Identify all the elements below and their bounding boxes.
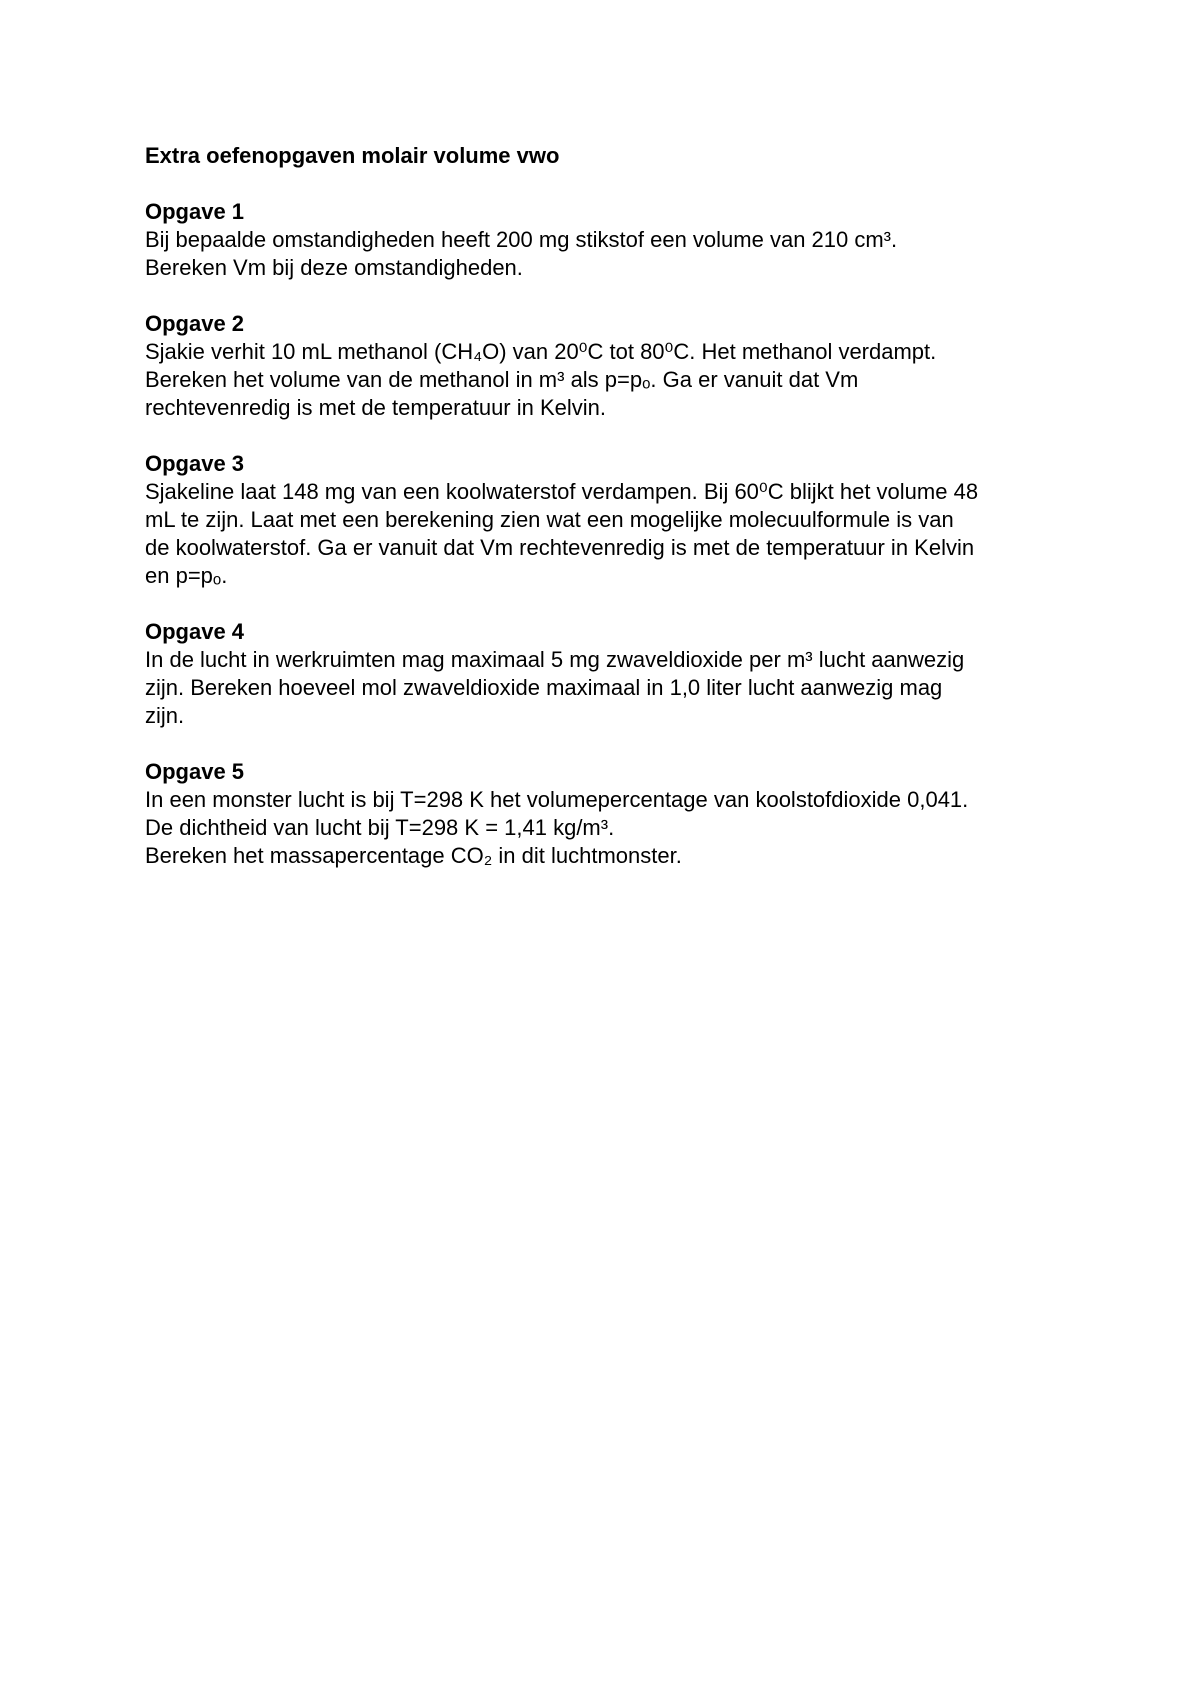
exercise-text-line: Bij bepaalde omstandigheden heeft 200 mg stikstof een volume van 210 cm³.: [145, 227, 898, 252]
exercise-2: [145, 310, 1075, 422]
exercise-1: [145, 198, 1075, 282]
document-page: [145, 142, 1075, 898]
exercise-text-line: Sjakie verhit 10 mL methanol (CH₄O) van 20⁰C tot 80⁰C. Het methanol verdampt.: [145, 339, 937, 364]
exercise-3: [145, 450, 1075, 590]
exercise-text-line: zijn. Bereken hoeveel mol zwaveldioxide maximaal in 1,0 liter lucht aanwezig mag: [145, 675, 943, 700]
exercise-heading: Opgave 3: [145, 451, 245, 476]
exercise-text-line: In een monster lucht is bij T=298 K het volumepercentage van koolstofdioxide 0,041.: [145, 787, 969, 812]
exercise-text-line: De dichtheid van lucht bij T=298 K = 1,41 kg/m³.: [145, 815, 615, 840]
exercise-text-line: mL te zijn. Laat met een berekening zien wat een mogelijke molecuulformule is van: [145, 507, 954, 532]
exercise-5: [145, 758, 1075, 870]
exercise-4: [145, 618, 1075, 730]
exercise-heading: Opgave 1: [145, 199, 245, 224]
exercise-text-line: Sjakeline laat 148 mg van een koolwaterstof verdampen. Bij 60⁰C blijkt het volume 48: [145, 479, 979, 504]
exercise-text-line: Bereken Vm bij deze omstandigheden.: [145, 255, 523, 280]
exercise-text-line: Bereken het massapercentage CO₂ in dit luchtmonster.: [145, 843, 682, 868]
exercise-heading: Opgave 4: [145, 619, 245, 644]
exercise-text-line: In de lucht in werkruimten mag maximaal 5 mg zwaveldioxide per m³ lucht aanwezig: [145, 647, 965, 672]
exercise-text-line: rechtevenredig is met de temperatuur in Kelvin.: [145, 395, 607, 420]
exercise-heading: Opgave 5: [145, 759, 245, 784]
exercise-heading: Opgave 2: [145, 311, 245, 336]
exercise-text-line: zijn.: [145, 703, 185, 728]
document-title: Extra oefenopgaven molair volume vwo: [145, 143, 560, 168]
exercise-text-line: de koolwaterstof. Ga er vanuit dat Vm rechtevenredig is met de temperatuur in Kelvin: [145, 535, 975, 560]
exercise-text-line: Bereken het volume van de methanol in m³ als p=pₒ. Ga er vanuit dat Vm: [145, 367, 859, 392]
exercise-text-line: en p=pₒ.: [145, 563, 228, 588]
